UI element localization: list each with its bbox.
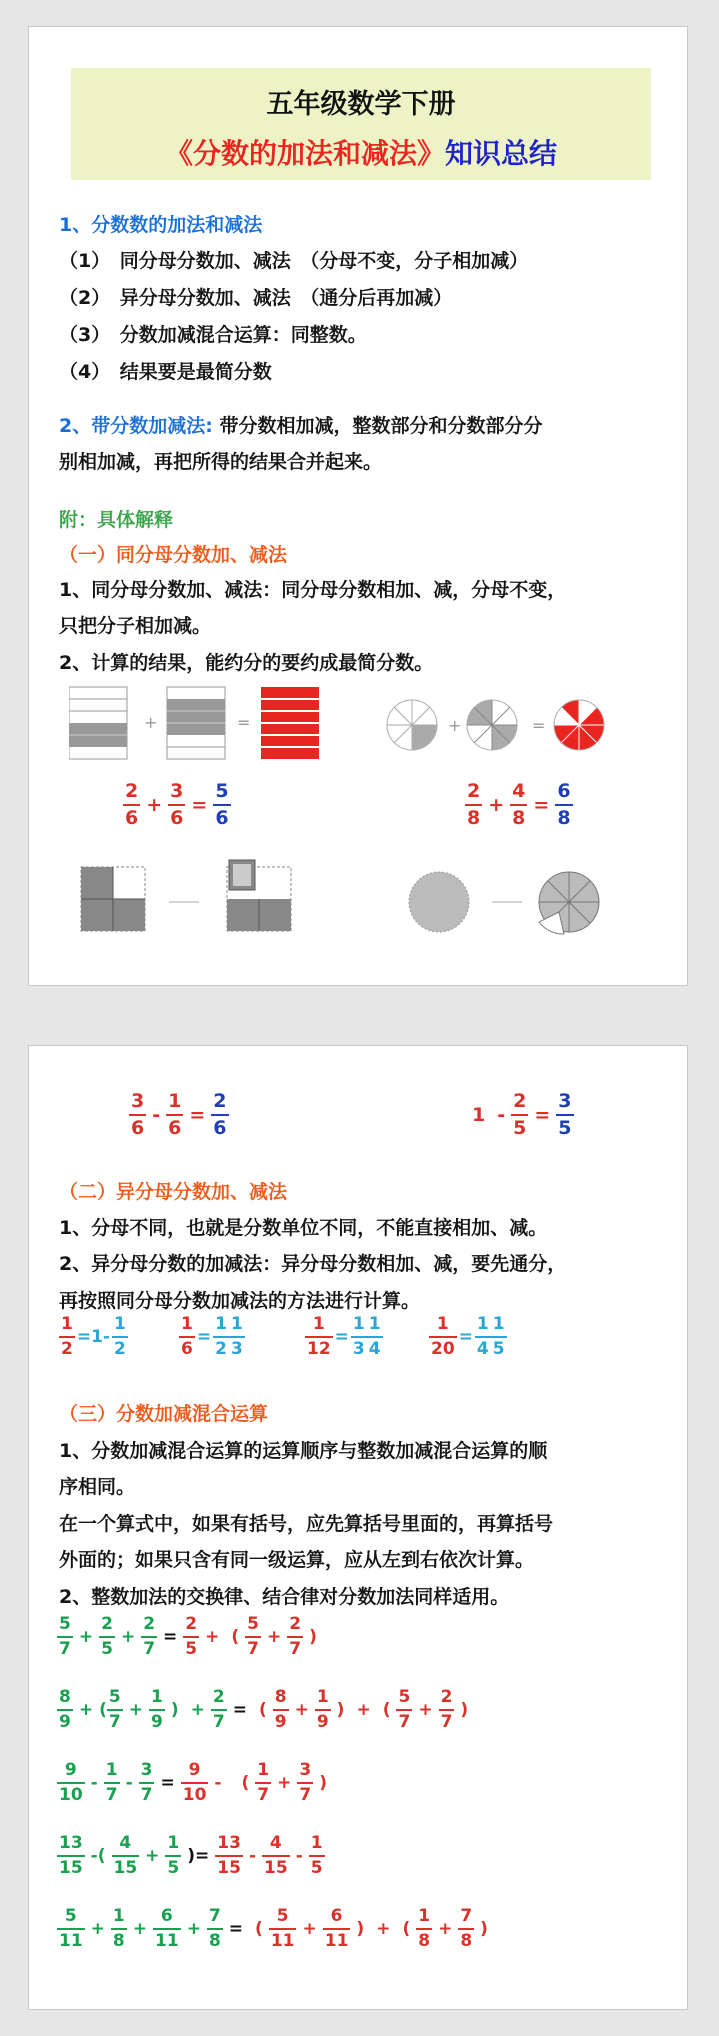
s1-item: （4） 结果要是最简分数 <box>59 361 272 383</box>
mixed-equation-1 <box>57 1616 323 1658</box>
minus-sign: - <box>248 1846 257 1866</box>
fraction: $\frac{1}{2}$ <box>61 1314 73 1359</box>
bar-five-sixths <box>261 687 319 759</box>
minus-sign: - <box>214 1773 222 1793</box>
fraction: $\frac{2}{5}$ <box>513 1090 527 1139</box>
circle-four-eighths <box>467 700 517 750</box>
fraction: $\frac{5}{11}$ <box>270 1906 295 1951</box>
mixed-equation-5 <box>57 1908 494 1950</box>
fraction: $\frac{2}{6}$ <box>213 1090 227 1139</box>
right-paren: ) <box>480 1919 488 1939</box>
plus-sign: + <box>418 1700 433 1720</box>
equation-subtraction-1 <box>129 1092 229 1138</box>
fraction: $\frac{3}{6}$ <box>170 780 184 829</box>
square-three-quarters <box>81 867 145 931</box>
plus-sign: + <box>144 713 158 732</box>
right-paren: ) <box>336 1700 345 1720</box>
circle-parts-removed <box>539 872 599 934</box>
plus-sign: + <box>267 1627 282 1647</box>
fraction: $\frac{2}{8}$ <box>467 780 481 829</box>
left-paren: ( <box>231 1627 240 1647</box>
circle-fraction-illustration <box>384 697 649 757</box>
fraction: $\frac{1}{5}$ <box>492 1314 505 1359</box>
left-paren: ( <box>241 1773 250 1793</box>
part1-line: 1、同分母分数加、减法：同分母分数相加、减，分母不变， <box>59 579 567 601</box>
equals-sign: = <box>191 794 208 816</box>
page-card-1 <box>28 26 688 986</box>
part3-line: 1、分数加减混合运算的运算顺序与整数加减混合运算的顺 <box>59 1440 548 1462</box>
section2-line1: 2、带分数加减法: 带分数相加减，整数部分和分数部分分 <box>59 415 543 437</box>
part2-line: 再按照同分母分数加减法的方法进行计算。 <box>59 1290 421 1312</box>
unit-fraction-3 <box>305 1316 383 1358</box>
plus-sign: + <box>438 1919 453 1939</box>
right-paren-equals: )= <box>187 1846 210 1866</box>
fraction: $\frac{2}{7}$ <box>289 1614 302 1659</box>
right-paren: ) <box>170 1700 179 1720</box>
plus-sign: + <box>302 1919 317 1939</box>
part1-line: 只把分子相加减。 <box>59 615 212 637</box>
right-paren: ) <box>319 1773 327 1793</box>
s1-item: （1） 同分母分数加、减法 （分母不变，分子相加减） <box>59 250 529 272</box>
s1-item: （2） 异分母分数加、减法 （通分后再加减） <box>59 287 453 309</box>
equals-sign: = <box>228 1919 244 1939</box>
square-subtraction-illustration <box>79 857 309 937</box>
fraction: $\frac{6}{11}$ <box>155 1906 179 1951</box>
fraction: $\frac{6}{11}$ <box>324 1906 349 1951</box>
fraction: $\frac{8}{9}$ <box>59 1687 71 1732</box>
fraction: $\frac{1}{5}$ <box>167 1833 180 1878</box>
equals-sign: = <box>534 1104 551 1126</box>
minus-sign: - <box>152 1104 161 1126</box>
plus-sign: + <box>376 1919 391 1939</box>
fraction: $\frac{1}{7}$ <box>257 1760 270 1805</box>
title-line2: 《分数的加法和减法》知识总结 <box>164 137 558 170</box>
fraction: $\frac{4}{15}$ <box>264 1833 288 1878</box>
fraction: $\frac{13}{15}$ <box>59 1833 83 1878</box>
plus-sign: + <box>190 1700 205 1720</box>
minus-sign: - <box>497 1104 506 1126</box>
fraction: $\frac{1}{20}$ <box>431 1314 455 1359</box>
fraction: $\frac{7}{8}$ <box>460 1906 473 1951</box>
fraction: $\frac{3}{5}$ <box>558 1090 572 1139</box>
fraction: $\frac{1}{9}$ <box>150 1687 163 1732</box>
part3-heading: （三）分数加减混合运算 <box>59 1403 269 1425</box>
fraction: $\frac{5}{7}$ <box>398 1687 411 1732</box>
fraction: $\frac{1}{8}$ <box>112 1906 125 1951</box>
left-paren: ( <box>255 1919 263 1939</box>
fraction: $\frac{3}{6}$ <box>131 1090 145 1139</box>
unit-fraction-2 <box>179 1316 245 1358</box>
plus-sign: + <box>145 1846 160 1866</box>
equals-sign: = <box>189 1104 206 1126</box>
part3-line: 在一个算式中，如果有括号，应先算括号里面的，再算括号 <box>59 1513 554 1535</box>
bar-fraction-illustration <box>69 682 319 764</box>
right-paren: ) <box>460 1700 469 1720</box>
plus-sign: + <box>78 1700 94 1720</box>
fraction: $\frac{5}{7}$ <box>247 1614 259 1659</box>
square-one-quarter-removed <box>227 860 291 931</box>
bar-two-sixths <box>69 687 127 759</box>
right-paren: ) <box>309 1627 317 1647</box>
fraction: $\frac{6}{8}$ <box>557 780 571 829</box>
fraction: $\frac{5}{7}$ <box>59 1614 71 1659</box>
equals-sign: = <box>458 1327 473 1347</box>
fraction: $\frac{1}{2}$ <box>113 1314 126 1359</box>
fraction: $\frac{5}{11}$ <box>59 1906 83 1951</box>
circle-six-eighths <box>554 700 604 750</box>
fraction: $\frac{1}{3}$ <box>230 1314 243 1359</box>
fraction: $\frac{2}{7}$ <box>440 1687 453 1732</box>
left-paren: ( <box>402 1919 411 1939</box>
fraction: $\frac{9}{10}$ <box>182 1760 207 1805</box>
plus-sign: + <box>146 794 163 816</box>
fraction: $\frac{3}{7}$ <box>299 1760 312 1805</box>
minus-sign: - <box>125 1773 133 1793</box>
fraction: $\frac{4}{15}$ <box>113 1833 138 1878</box>
plus-sign: + <box>205 1627 220 1647</box>
part1-line: 2、计算的结果，能约分的要约成最简分数。 <box>59 652 434 674</box>
part2-line: 1、分母不同，也就是分数单位不同，不能直接相加、减。 <box>59 1217 548 1239</box>
minus-sign: - <box>295 1846 303 1866</box>
left-paren: ( <box>258 1700 267 1720</box>
plus-sign: + <box>120 1627 136 1647</box>
equals-sign: = <box>237 713 251 732</box>
fraction: $\frac{1}{12}$ <box>307 1314 331 1359</box>
mixed-equation-4 <box>57 1835 325 1877</box>
equals-sign: = <box>532 716 546 735</box>
plus-sign: + <box>90 1919 105 1939</box>
bar-three-sixths <box>167 687 225 759</box>
equals-sign: = <box>232 1700 247 1720</box>
left-paren: ( <box>99 1700 107 1720</box>
fraction: $\frac{1}{2}$ <box>215 1314 227 1359</box>
mixed-equation-3 <box>57 1762 333 1804</box>
plus-sign: + <box>186 1919 201 1939</box>
fraction: $\frac{5}{7}$ <box>108 1687 121 1732</box>
fraction: $\frac{1}{3}$ <box>352 1314 365 1359</box>
fraction: $\frac{1}{4}$ <box>368 1314 381 1359</box>
unit-fraction-4 <box>429 1316 507 1358</box>
part2-line: 2、异分母分数的加减法：异分母分数相加、减，要先通分， <box>59 1253 567 1275</box>
plus-sign: + <box>448 716 462 735</box>
fraction: $\frac{2}{7}$ <box>212 1687 225 1732</box>
fraction: $\frac{2}{6}$ <box>125 780 139 829</box>
page-card-2 <box>28 1045 688 2010</box>
part3-line: 序相同。 <box>59 1476 136 1498</box>
part3-line: 2、整数加法的交换律、结合律对分数加法同样适用。 <box>59 1586 510 1608</box>
fraction: $\frac{8}{9}$ <box>274 1687 287 1732</box>
equals-sign: = <box>196 1327 212 1347</box>
fraction: $\frac{5}{6}$ <box>215 780 229 829</box>
fraction: $\frac{3}{7}$ <box>140 1760 153 1805</box>
plus-sign: + <box>356 1700 371 1720</box>
part2-heading: （二）异分母分数加、减法 <box>59 1181 288 1203</box>
whole-number: 1 <box>472 1104 486 1126</box>
equation-same-denominator-2 <box>465 782 573 828</box>
title-line1: 五年级数学下册 <box>266 89 456 120</box>
equals-sign: = <box>533 794 550 816</box>
s1-item: （3） 分数加减混合运算：同整数。 <box>59 324 367 346</box>
fraction: $\frac{1}{4}$ <box>476 1314 489 1359</box>
fraction: $\frac{1}{5}$ <box>310 1833 323 1878</box>
fraction: $\frac{9}{10}$ <box>59 1760 83 1805</box>
equals-sign: = <box>160 1773 175 1793</box>
equals-one-minus: =1- <box>76 1327 110 1347</box>
plus-sign: + <box>488 794 505 816</box>
fraction: $\frac{2}{5}$ <box>101 1614 113 1659</box>
section2-line2: 别相加减，再把所得的结果合并起来。 <box>59 451 383 473</box>
equals-sign: = <box>334 1327 349 1347</box>
fraction: $\frac{7}{8}$ <box>208 1906 221 1951</box>
plus-sign: + <box>128 1700 143 1720</box>
fraction: $\frac{1}{6}$ <box>181 1314 193 1359</box>
plus-sign: + <box>132 1919 148 1939</box>
right-paren: ) <box>356 1919 365 1939</box>
equals-sign: = <box>163 1627 178 1647</box>
equation-subtraction-2 <box>472 1092 574 1138</box>
circle-whole <box>409 872 469 932</box>
fraction: $\frac{1}{9}$ <box>316 1687 329 1732</box>
circle-two-eighths <box>387 700 437 750</box>
fraction: $\frac{1}{7}$ <box>105 1760 118 1805</box>
mixed-equation-2 <box>57 1689 474 1731</box>
fraction: $\frac{1}{8}$ <box>418 1906 431 1951</box>
left-paren: ( <box>382 1700 391 1720</box>
plus-sign: + <box>277 1773 292 1793</box>
fraction: $\frac{1}{6}$ <box>168 1090 182 1139</box>
circle-subtraction-illustration <box>404 862 634 942</box>
fraction: $\frac{4}{8}$ <box>512 780 526 829</box>
part1-heading: （一）同分母分数加、减法 <box>59 544 288 566</box>
appendix-heading: 附：具体解释 <box>59 509 174 531</box>
minus-sign: - <box>90 1773 98 1793</box>
part3-line: 外面的；如果只含有同一级运算，应从左到右依次计算。 <box>59 1549 535 1571</box>
plus-sign: + <box>294 1700 309 1720</box>
minus-left-paren: -( <box>90 1846 106 1866</box>
fraction: $\frac{2}{7}$ <box>143 1614 156 1659</box>
fraction: $\frac{13}{15}$ <box>217 1833 241 1878</box>
section1-heading: 1、分数数的加法和减法 <box>59 214 263 236</box>
fraction: $\frac{2}{5}$ <box>185 1614 198 1659</box>
title-banner <box>71 68 651 180</box>
unit-fraction-1 <box>59 1316 128 1358</box>
equation-same-denominator-1 <box>123 782 231 828</box>
plus-sign: + <box>78 1627 94 1647</box>
